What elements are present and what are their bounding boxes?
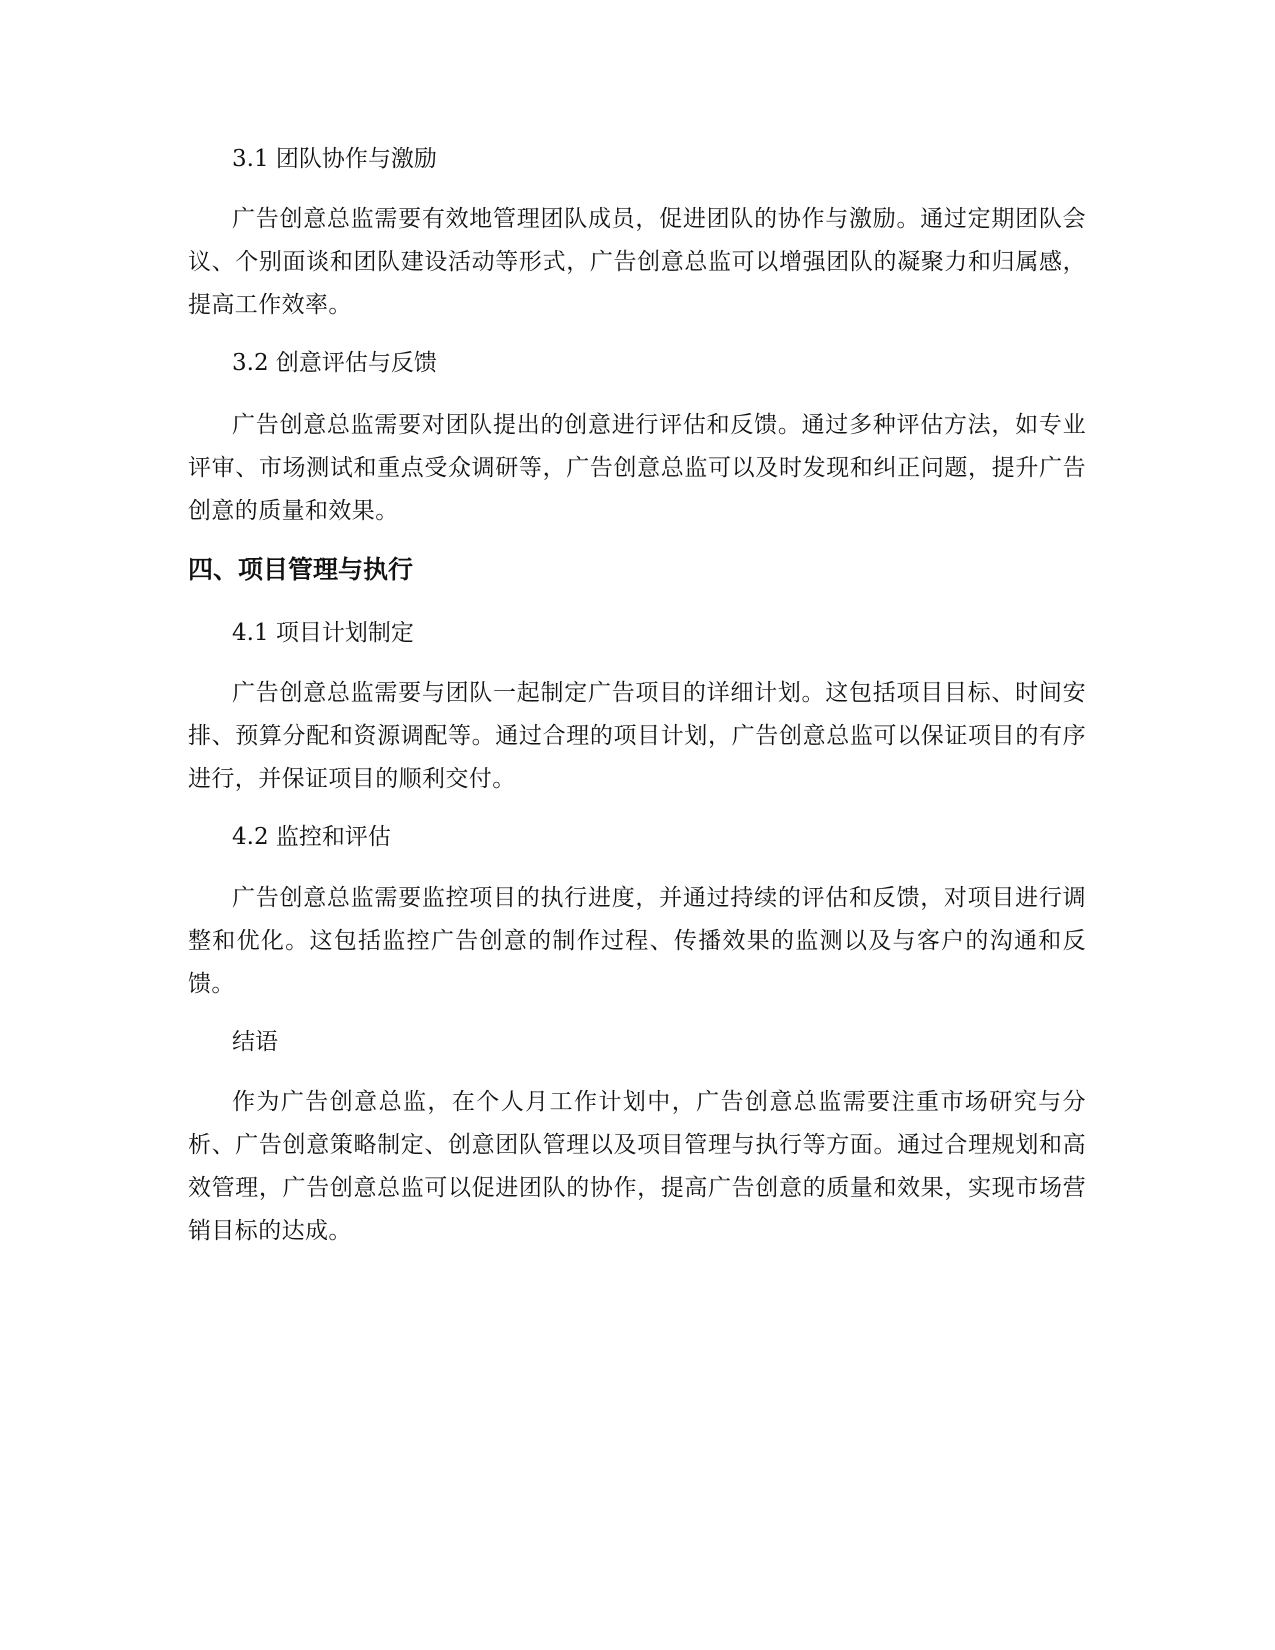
paragraph-3-2: 广告创意总监需要对团队提出的创意进行评估和反馈。通过多种评估方法，如专业评审、市场测试和重点受众调研等，广告创意总监可以及时发现和纠正问题，提升广告创意的质量和效果。 [188,412,1086,524]
subsection-title-4-2: 4.2 监控和评估 [232,824,391,850]
conclusion-title: 结语 [232,1029,278,1055]
subsection-title-4-1: 4.1 项目计划制定 [232,620,414,646]
paragraph-3-1: 广告创意总监需要有效地管理团队成员，促进团队的协作与激励。通过定期团队会议、个别面谈和团队建设活动等形式，广告创意总监可以增强团队的凝聚力和归属感，提高工作效率。 [188,206,1086,318]
conclusion-paragraph: 作为广告创意总监，在个人月工作计划中，广告创意总监需要注重市场研究与分析、广告创意策略制定、创意团队管理以及项目管理与执行等方面。通过合理规划和高效管理，广告创意总监可以促进团队的协作，提高广告创意的质量和效果，实现市场营销目标的达成。 [188,1089,1086,1244]
subsection-title-3-1: 3.1 团队协作与激励 [232,146,437,172]
section-heading-4: 四、项目管理与执行 [188,555,414,584]
paragraph-4-2: 广告创意总监需要监控项目的执行进度，并通过持续的评估和反馈，对项目进行调整和优化。这包括监控广告创意的制作过程、传播效果的监测以及与客户的沟通和反馈。 [188,885,1086,997]
subsection-title-3-2: 3.2 创意评估与反馈 [232,350,437,376]
paragraph-4-1: 广告创意总监需要与团队一起制定广告项目的详细计划。这包括项目目标、时间安排、预算分配和资源调配等。通过合理的项目计划，广告创意总监可以保证项目的有序进行，并保证项目的顺利交付。 [188,680,1086,792]
